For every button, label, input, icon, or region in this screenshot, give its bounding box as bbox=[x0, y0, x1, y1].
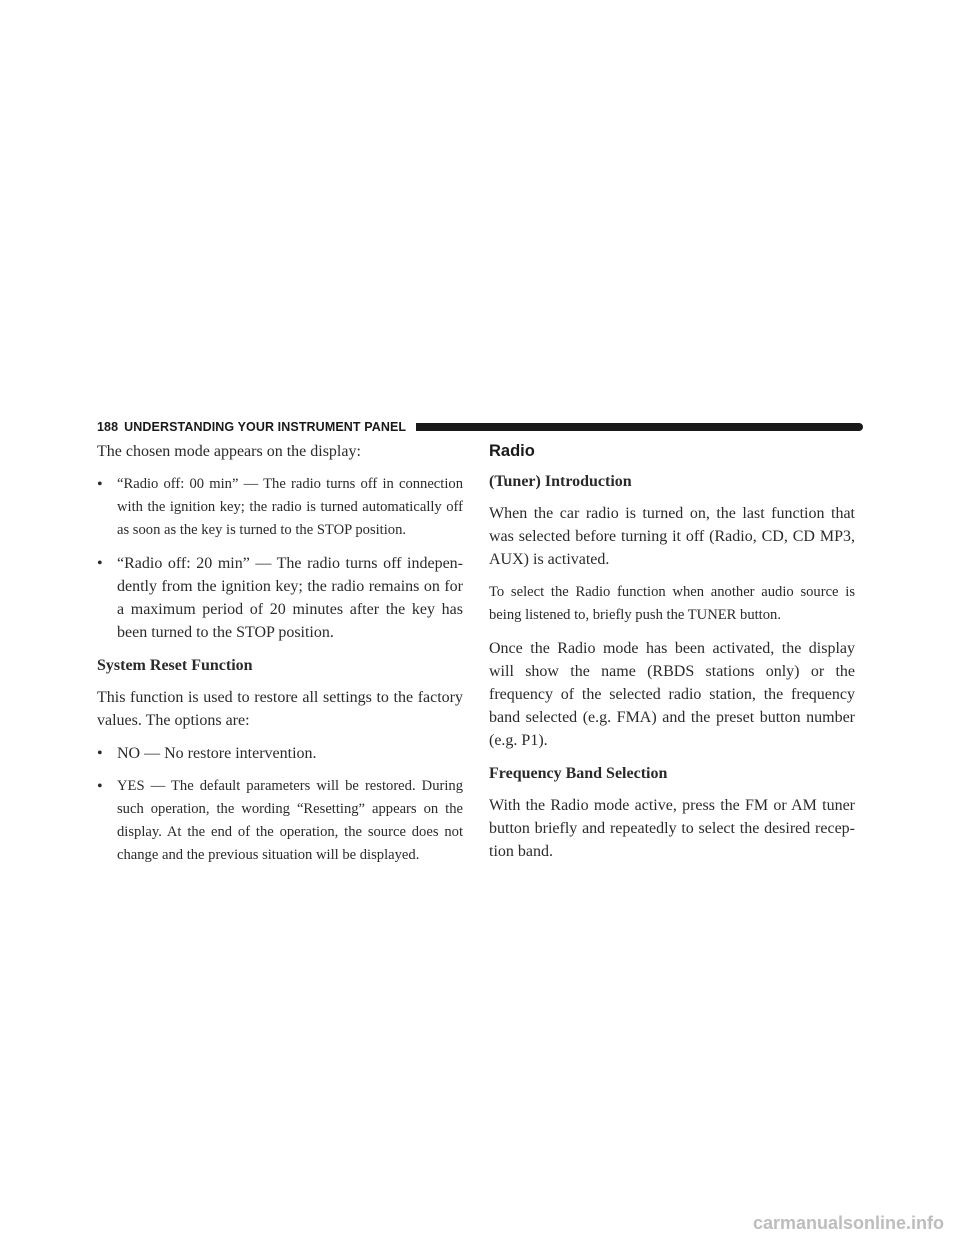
right-column bbox=[489, 440, 855, 873]
bullet-icon: • bbox=[97, 555, 103, 572]
bullet-icon: • bbox=[97, 778, 103, 795]
bullet-text: “Radio off: 00 min” — The radio turns off in connection with the ignition key; the radio is turned automatically off as soon as the key is turned to the STOP position. bbox=[117, 476, 463, 538]
mode-bullet-list bbox=[97, 473, 463, 644]
radio-section-heading: Radio bbox=[489, 442, 535, 460]
bullet-icon: • bbox=[97, 745, 103, 762]
tuner-heading: (Tuner) Introduction bbox=[489, 473, 632, 490]
body-paragraph: To select the Radio function when another audio source is being listened to, briefly push the TUNER button. bbox=[489, 584, 855, 623]
page-number: 188 bbox=[97, 420, 119, 434]
body-paragraph: Once the Radio mode has been activated, the display will show the name (RBDS stations only) or the frequency of the selected radio station, the frequency band selected (e.g. FMA) and the preset button number (e.g. P1). bbox=[489, 640, 855, 749]
page-header bbox=[97, 419, 863, 435]
list-item bbox=[97, 552, 463, 644]
running-section-title: UNDERSTANDING YOUR INSTRUMENT PANEL bbox=[124, 420, 407, 434]
bullet-text: “Radio off: 20 min” — The radio turns off indepen-dently from the ignition key; the radio remains on for a maximum period of 20 minutes after the key has been turned to the STOP position. bbox=[117, 555, 463, 641]
header-rule bbox=[416, 423, 863, 431]
left-column bbox=[97, 440, 463, 877]
band-heading: Frequency Band Selection bbox=[489, 765, 668, 782]
bullet-icon: • bbox=[97, 476, 103, 493]
body-paragraph: When the car radio is turned on, the last function that was selected before turning it off (Radio, CD, CD MP3, AUX) is activated. bbox=[489, 505, 855, 568]
watermark: carmanualsonline.info bbox=[752, 1213, 944, 1233]
band-paragraph: With the Radio mode active, press the FM or AM tuner button briefly and repeatedly to select the desired recep-tion band. bbox=[489, 797, 855, 860]
list-item bbox=[97, 742, 463, 765]
reset-heading: System Reset Function bbox=[97, 657, 253, 674]
reset-bullet-list bbox=[97, 742, 463, 867]
bullet-text: YES — The default parameters will be restored. During such operation, the wording “Resetting” appears on the display. At the end of the operation, the source does not change and the previous situation will be displayed. bbox=[117, 778, 463, 863]
list-item bbox=[97, 473, 463, 542]
bullet-text: NO — No restore intervention. bbox=[117, 745, 317, 762]
list-item bbox=[97, 775, 463, 867]
reset-intro-paragraph: This function is used to restore all settings to the factory values. The options are: bbox=[97, 689, 463, 729]
intro-paragraph: The chosen mode appears on the display: bbox=[97, 443, 361, 460]
